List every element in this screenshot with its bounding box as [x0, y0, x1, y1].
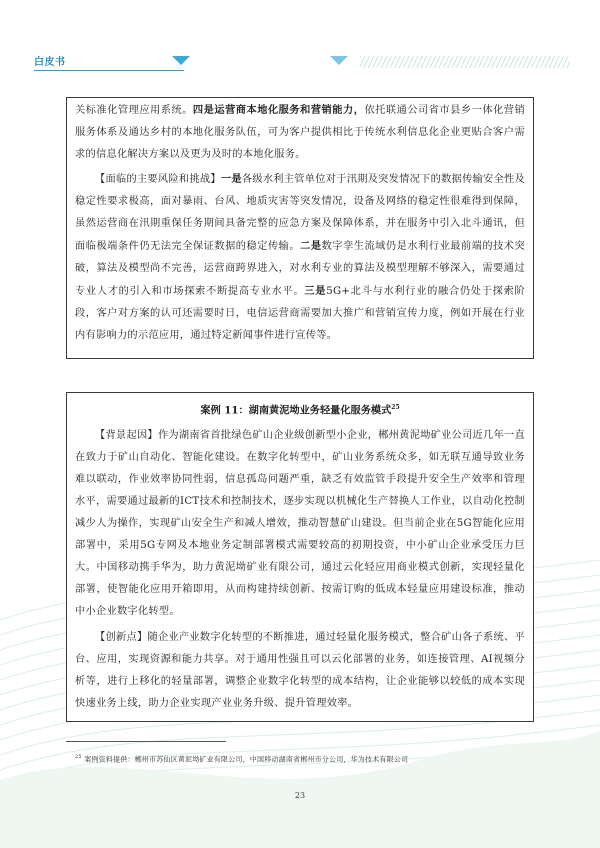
chevron-down-icon — [330, 56, 348, 66]
case-title: 案例 11：湖南黄泥坳业务轻量化服务模式$^{25}$ — [200, 404, 400, 417]
paragraph-innovation: 【创新点】随企业产业数字化转型的不断推进，通过轻量化服务模式，整合矿山各子系统、平台、应用，实现资源和能力共享。对于通用性强且可以云化部署的业务，如连接管理、AI视频分析等，进行上移化的轻量部署，调整企业数字化转型的成本结构，让企业能够以较低的成本实现快速业务上线，助力企业实现产业业务升级、提升管理效率。 — [75, 632, 526, 709]
header-rule — [34, 70, 184, 71]
header-stripe-pattern — [360, 56, 570, 68]
header-label: 白皮书 — [34, 57, 66, 68]
footnote-ref: 25 — [391, 404, 400, 411]
page-number: 23 — [294, 791, 306, 800]
page-header — [0, 0, 600, 80]
footnote: $^{25}$ 案例资料提供：郴州市苏仙区黄泥坳矿业有限公司，中国移动湖南省郴州市分公司，华为技术有限公司 — [75, 754, 409, 764]
paragraph-risks: 【面临的主要风险和挑战】一是各级水利主管单位对于汛期及突发情况下的数据传输安全性及稳定性要求极高，面对暴雨、台风、地质灾害等突发情况，设备及网络的稳定性很难得到保障，虽然运营商在汛期重保任务期间具备完整的应急方案及保障体系，并在服务中引入北斗通讯，但面临极端条件仍无法完全保证数据的稳定传输。二是数字孪生流域仍是水利行业最前端的技术突破，算法及模型尚不完善，运营商跨界进入，对水利专业的算法及模型理解不够深入，需要通过专业人才的引入和市场探索不断提高专业水平。三是5G+北斗与水利行业的融合仍处于探索阶段，客户对方案的认可还需要时日，电信运营商需要加大推广和营销宣传力度，例如开展在行业内有影响力的示范应用，通过特定新闻事件进行宣传等。 — [75, 173, 526, 341]
footnote-rule — [66, 741, 226, 742]
paragraph-localization: 关标准化管理应用系统。四是运营商本地化服务和营销能力，依托联通公司省市县乡一体化营销服务体系及通达乡村的本地化服务队伍，可为客户提供相比于传统水利信息化企业更贴合客户需求的信息化解决方案以及更为及时的本地化服务。 — [75, 104, 525, 160]
paragraph-background: 【背景起因】作为湖南省首批绿色矿山企业级创新型小企业，郴州黄泥坳矿业公司近几年一直在致力于矿山自动化、智能化建设。在数字化转型中，矿山业务系统众多，如无联互通导致业务难以联动，作业效率协同性弱，信息孤岛问题严重，缺乏有效监管手段提升安全生产效率和管理水平，需要通过最新的ICT技术和控制技术，逐步实现以机械化生产替换人工作业，以自动化控制减少人为操作，实现矿山安全生产和减人增效，推动智慧矿山建设。但当前企业在5G智能化应用部署中，采用5G专网及本地业务定制部署模式需要较高的初期投资，中小矿山企业承受压力巨大。中国移动携手华为，助力黄泥坳矿业有限公司，通过云化轻应用商业模式创新，实现轻量化部署，使智能化应用开箱即用，从而构建持续创新、按需订购的低成本轻量应用建设标准，推动中小企业数字化转型。 — [75, 430, 525, 617]
chevron-down-icon — [172, 56, 190, 66]
